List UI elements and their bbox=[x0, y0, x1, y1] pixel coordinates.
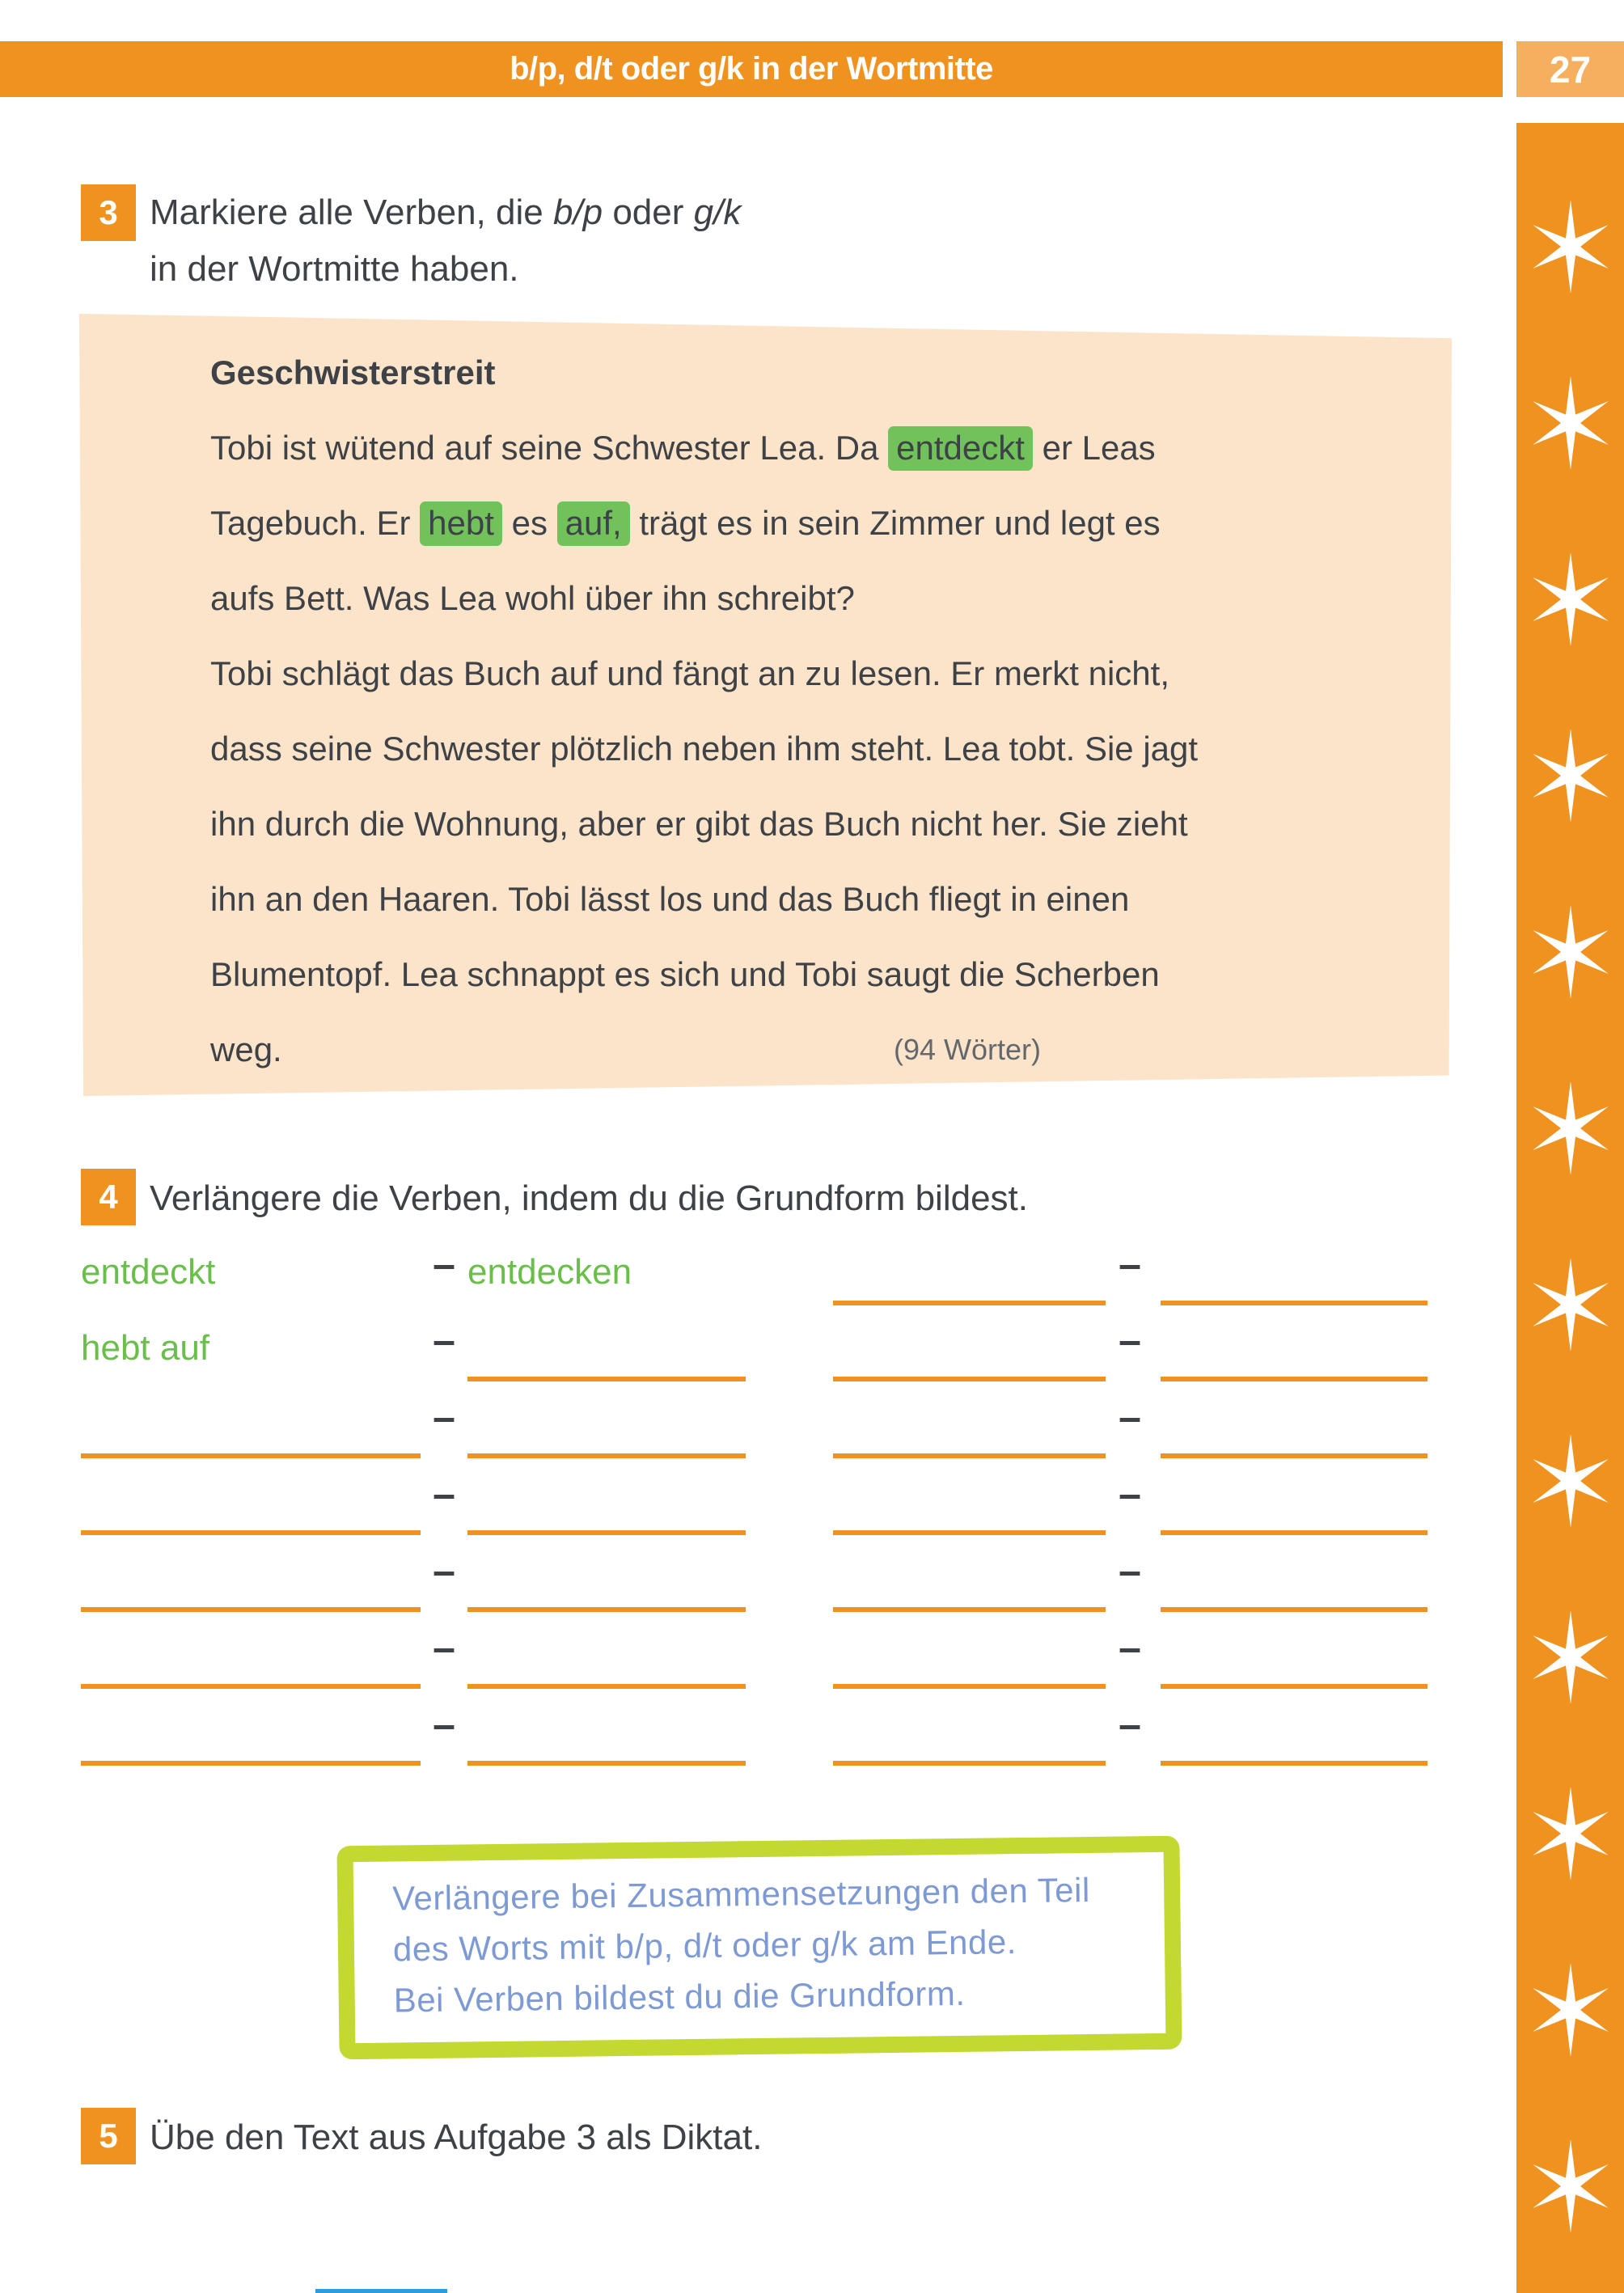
answer-blank-line[interactable] bbox=[81, 1457, 421, 1535]
answer-row bbox=[81, 1228, 1456, 1305]
dash-separator: – bbox=[433, 1702, 455, 1747]
answer-blank-line[interactable] bbox=[1161, 1688, 1427, 1766]
dash-separator: – bbox=[1119, 1548, 1141, 1593]
story-line: ihn an den Haaren. Tobi lässt los und das Buch fliegt in einen bbox=[210, 880, 1130, 918]
task4-text: Verlängere die Verben, indem du die Grundform bildest. bbox=[150, 1178, 1028, 1218]
star-icon bbox=[1530, 1785, 1611, 1882]
answer-blank-line[interactable] bbox=[1161, 1457, 1427, 1535]
highlighted-verb: hebt bbox=[420, 501, 502, 546]
task5-text: Übe den Text aus Aufgabe 3 als Diktat. bbox=[150, 2117, 763, 2157]
dash-separator: – bbox=[433, 1471, 455, 1517]
page-number-badge bbox=[1516, 41, 1624, 97]
story-line: weg. bbox=[210, 1030, 282, 1068]
story-segment: er Leas bbox=[1032, 429, 1156, 467]
story-line: dass seine Schwester plötzlich neben ihm steht. Lea tobt. Sie jagt bbox=[210, 730, 1199, 768]
dash-separator: – bbox=[1119, 1242, 1141, 1287]
answer-blank-line[interactable] bbox=[833, 1381, 1106, 1458]
task3-italic-gk: g/k bbox=[693, 192, 742, 232]
task4-number-badge bbox=[81, 1169, 136, 1225]
answer-row bbox=[81, 1304, 1456, 1381]
story-line: Blumentopf. Lea schnappt es sich und Tobi saugt die Scherben bbox=[210, 955, 1160, 993]
task4-instruction bbox=[150, 1178, 1028, 1219]
star-icon bbox=[1530, 1961, 1611, 2058]
tip-text bbox=[353, 1852, 1165, 2026]
task5-number: 5 bbox=[99, 2117, 118, 2155]
star-icon bbox=[1530, 1080, 1611, 1177]
answer-row bbox=[81, 1688, 1456, 1766]
task3-text: Markiere alle Verben, die bbox=[150, 192, 553, 232]
dash-separator: – bbox=[433, 1625, 455, 1670]
task3-text: oder bbox=[603, 192, 694, 232]
tip-box bbox=[336, 1836, 1182, 2060]
answer-blank-line[interactable] bbox=[833, 1611, 1106, 1689]
star-icon bbox=[1530, 1432, 1611, 1529]
answer-blank-line[interactable] bbox=[467, 1304, 746, 1381]
star-icon bbox=[1530, 727, 1611, 824]
word-count: (94 Wörter) bbox=[894, 1033, 1042, 1066]
dash-separator: – bbox=[433, 1394, 455, 1440]
star-icon bbox=[1530, 551, 1611, 648]
task5-instruction bbox=[150, 2117, 762, 2158]
answer-blank-line[interactable] bbox=[1161, 1381, 1427, 1458]
answer-blank-line[interactable] bbox=[1161, 1534, 1427, 1612]
answer-blank-line[interactable] bbox=[81, 1688, 421, 1766]
header-bar bbox=[0, 41, 1503, 97]
star-icon bbox=[1530, 2138, 1611, 2235]
answer-row bbox=[81, 1381, 1456, 1458]
sidebar bbox=[1516, 123, 1624, 2293]
task3-italic-bp: b/p bbox=[552, 192, 603, 232]
given-word: hebt auf bbox=[81, 1328, 210, 1368]
dash-separator: – bbox=[433, 1242, 455, 1287]
answer-blank-line[interactable] bbox=[833, 1688, 1106, 1766]
answer-blank-line[interactable] bbox=[1161, 1611, 1427, 1689]
dash-separator: – bbox=[433, 1318, 455, 1363]
story-title: Geschwisterstreit bbox=[210, 353, 496, 391]
answer-blank-line[interactable] bbox=[467, 1457, 746, 1535]
story-segment: Tobi ist wütend auf seine Schwester Lea. Da bbox=[210, 429, 889, 467]
answer-blank-line[interactable] bbox=[81, 1611, 421, 1689]
dash-separator: – bbox=[1119, 1318, 1141, 1363]
given-word-cell bbox=[467, 1228, 746, 1305]
answer-blank-line[interactable] bbox=[467, 1688, 746, 1766]
task5-number-badge bbox=[81, 2108, 136, 2164]
task3-text: in der Wortmitte haben. bbox=[150, 249, 519, 289]
answer-blank-line[interactable] bbox=[833, 1304, 1106, 1381]
dash-separator: – bbox=[1119, 1394, 1141, 1440]
story-text bbox=[210, 335, 1423, 1087]
page-number: 27 bbox=[1549, 48, 1592, 91]
dash-separator: – bbox=[1119, 1471, 1141, 1517]
answer-blank-line[interactable] bbox=[833, 1228, 1106, 1305]
task4-number: 4 bbox=[99, 1178, 118, 1216]
dash-separator: – bbox=[1119, 1625, 1141, 1670]
tip-line: Verlängere bei Zusammensetzungen den Teil bbox=[391, 1871, 1091, 1918]
answer-blank-line[interactable] bbox=[833, 1534, 1106, 1612]
story-line: Tobi schlägt das Buch auf und fängt an zu lesen. Er merkt nicht, bbox=[210, 654, 1170, 692]
highlighted-verb: auf, bbox=[557, 501, 630, 546]
star-icon bbox=[1530, 374, 1611, 472]
answer-row bbox=[81, 1534, 1456, 1612]
given-word-cell bbox=[81, 1304, 421, 1381]
dash-separator: – bbox=[1119, 1702, 1141, 1747]
answer-blank-line[interactable] bbox=[467, 1611, 746, 1689]
task3-number: 3 bbox=[99, 193, 118, 231]
story-segment: Tagebuch. Er bbox=[210, 504, 421, 542]
star-icon bbox=[1530, 1256, 1611, 1353]
answer-row bbox=[81, 1457, 1456, 1535]
tip-line: Bei Verben bildest du die Grundform. bbox=[393, 1974, 966, 2020]
story-line bbox=[210, 410, 1423, 485]
task3-instruction-line2 bbox=[150, 249, 519, 290]
highlighted-verb: entdeckt bbox=[888, 426, 1033, 471]
answer-blank-line[interactable] bbox=[1161, 1304, 1427, 1381]
dash-separator: – bbox=[433, 1548, 455, 1593]
page-title: b/p, d/t oder g/k in der Wortmitte bbox=[510, 51, 993, 87]
given-word-cell bbox=[81, 1228, 421, 1305]
star-icon bbox=[1530, 903, 1611, 1001]
story-line: ihn durch die Wohnung, aber er gibt das Buch nicht her. Sie zieht bbox=[210, 805, 1188, 843]
task3-instruction-line1 bbox=[150, 192, 741, 233]
answer-blank-line[interactable] bbox=[833, 1457, 1106, 1535]
tip-line: des Worts mit b/p, d/t oder g/k am Ende. bbox=[392, 1923, 1017, 1969]
given-word: entdecken bbox=[467, 1252, 632, 1292]
given-word: entdeckt bbox=[81, 1252, 216, 1292]
answer-blank-line[interactable] bbox=[467, 1534, 746, 1612]
answer-blank-line[interactable] bbox=[467, 1381, 746, 1458]
answer-blank-line[interactable] bbox=[81, 1381, 421, 1458]
task3-number-badge bbox=[81, 184, 136, 241]
answer-blank-line[interactable] bbox=[81, 1534, 421, 1612]
star-icon bbox=[1530, 1609, 1611, 1706]
story-line: aufs Bett. Was Lea wohl über ihn schreibt? bbox=[210, 579, 855, 617]
story-segment: trägt es in sein Zimmer und legt es bbox=[629, 504, 1161, 542]
story-segment: es bbox=[501, 504, 557, 542]
story-line bbox=[210, 485, 1423, 561]
answer-blank-line[interactable] bbox=[1161, 1228, 1427, 1305]
answer-row bbox=[81, 1611, 1456, 1689]
page-edge-element bbox=[315, 2289, 447, 2293]
star-icon bbox=[1530, 198, 1611, 295]
